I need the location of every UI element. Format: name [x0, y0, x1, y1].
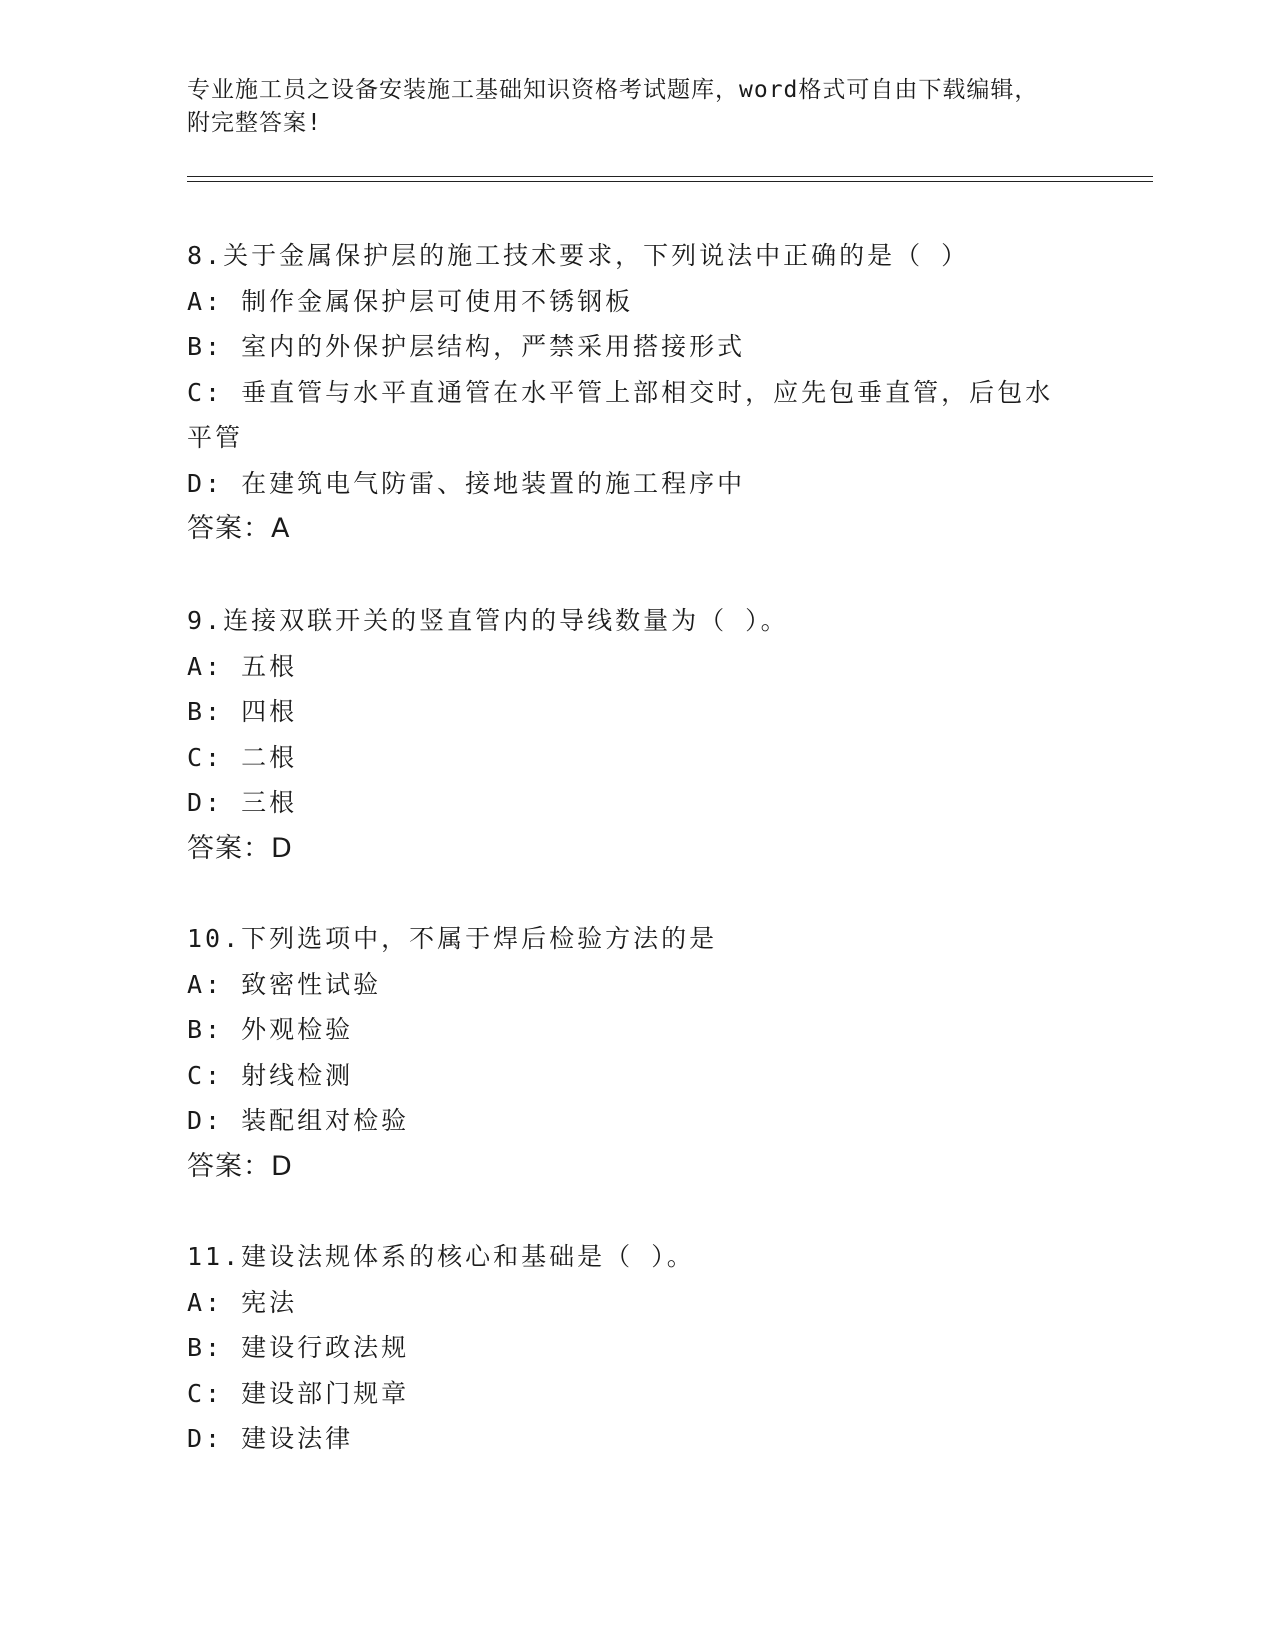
option-b: B: 外观检验 [187, 1015, 354, 1044]
header-line-2: 附完整答案! [187, 110, 322, 136]
question-stem: 8.关于金属保护层的施工技术要求，下列说法中正确的是（ ） [187, 241, 970, 270]
option-a: A: 宪法 [187, 1287, 298, 1317]
option-b: B: 建设行政法规 [187, 1333, 410, 1362]
question-stem: 10.下列选项中，不属于焊后检验方法的是 [187, 924, 718, 953]
header-divider-top [187, 176, 1153, 177]
option-b: B: 室内的外保护层结构，严禁采用搭接形式 [187, 332, 746, 361]
option-d: D: 在建筑电气防雷、接地装置的施工程序中 [187, 468, 746, 498]
question-block-9 [187, 598, 1087, 871]
document-header [187, 74, 1087, 140]
option-c: C: 建设部门规章 [187, 1378, 410, 1408]
header-line-1: 专业施工员之设备安装施工基础知识资格考试题库，word格式可自由下载编辑， [187, 77, 1039, 103]
option-c: C: 垂直管与水平直通管在水平管上部相交时，应先包垂直管，后包水平管 [187, 377, 1054, 452]
header-divider-bottom [187, 181, 1153, 182]
option-c: C: 射线检测 [187, 1060, 354, 1090]
question-block-10 [187, 916, 1087, 1189]
option-d: D: 三根 [187, 788, 298, 817]
answer-label: 答案：A [187, 513, 291, 544]
option-c: C: 二根 [187, 742, 298, 772]
question-stem: 11.建设法规体系的核心和基础是（ ）。 [187, 1242, 695, 1271]
question-block-11 [187, 1234, 1087, 1462]
option-d: D: 装配组对检验 [187, 1106, 410, 1135]
question-stem: 9.连接双联开关的竖直管内的导线数量为（ ）。 [187, 606, 789, 635]
option-a: A: 致密性试验 [187, 969, 382, 999]
option-a: A: 五根 [187, 651, 298, 681]
option-b: B: 四根 [187, 697, 298, 726]
question-block-8 [187, 233, 1087, 552]
answer-label: 答案：D [187, 1150, 293, 1182]
answer-label: 答案：D [187, 832, 293, 864]
option-a: A: 制作金属保护层可使用不锈钢板 [187, 286, 634, 316]
option-d: D: 建设法律 [187, 1424, 354, 1453]
